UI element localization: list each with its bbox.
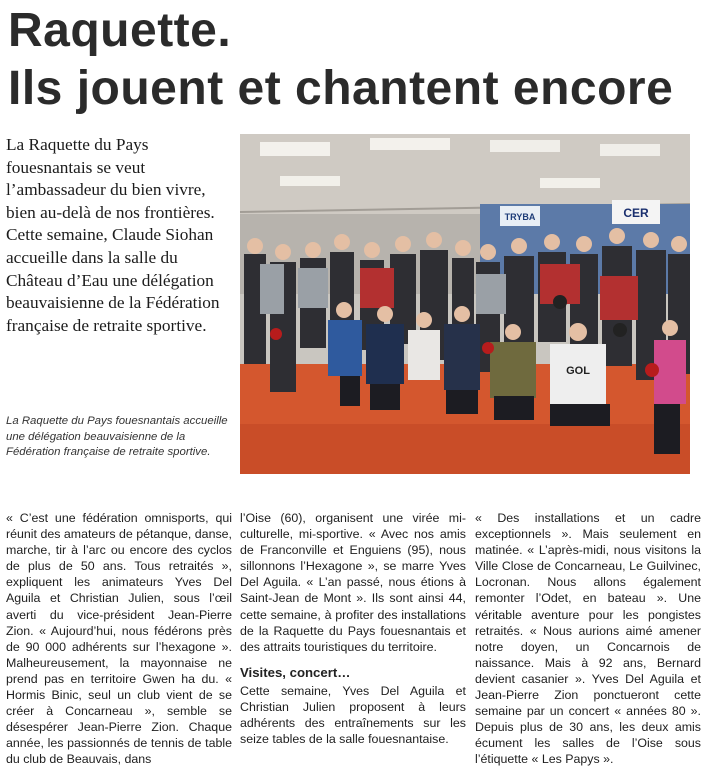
sign-tryba: TRYBA [504, 212, 536, 222]
group-photo-illustration [240, 134, 690, 474]
article-column-3 [475, 510, 701, 768]
photo-caption: La Raquette du Pays fouesnantais accueille une délégation beauvaisienne de la Fédération française de retraite sportive. [6, 415, 228, 458]
article-paragraph: « Des installations et un cadre exceptionnels ». Mais seulement en matinée. « L’après-midi, nous visitons la Ville Close de Concarneau, Le Guilvinec, Locronan. Nous allons également remonter l’Odet, en bateau ». Une véritable aventure pour les pongistes retraités. « Nous aurions aimé amener notre doyen, un Concarnois de naissance. Mais à 92 ans, Bernard devient casanier ». Yves Del Aguila et Jean-Pierre Zion ponctueront cette semaine par un concert « années 80 ». Depuis plus de 30 ans, les deux amis écument les salles de l’Oise sous l’étiquette « Les Papys ». [475, 511, 701, 767]
headline [8, 2, 698, 118]
article-paragraph: « C’est une fédération omnisports, qui réunit des amateurs de pétanque, danse, marche, tir à l’arc ou encore des cyclos de plus de 50 ans. Tous retraités », expliquent les animateurs Yves Del Aguila et Christian Julien, sous l’œil averti du vice-président Jean-Pierre Zion. « Aujourd’hui, nous fédérons près de 90 000 adhérents sur l’hexagone ». Malheureusement, la mayonnaise ne prend pas en territoire Gwen ha du. « Hormis Binic, seul un club vient de se créer à Concarneau », semble se désespérer Jean-Pierre Zion. Chaque année, les passionnés de tennis de table du club de Beauvais, dans [6, 511, 232, 767]
article-paragraph: l’Oise (60), organisent une virée mi-culturelle, mi-sportive. « Avec nos amis de Franconville et Enguiens (95), nous sillonnons l’Hexagone », se marre Yves Del Aguila. « L’an passé, nous étions à Saint-Jean de Mont ». Ils sont ainsi 44, cette semaine, à profiter des installations de la Raquette du Pays fouesnantais et des attraits touristiques du territoire. [240, 511, 466, 654]
section-heading: Visites, concert… [240, 664, 351, 680]
group-photo [240, 134, 690, 474]
article-column-1 [6, 510, 232, 768]
lede-paragraph: La Raquette du Pays fouesnantais se veut l’ambassadeur du bien vivre, bien au-delà de nos frontières. Cette semaine, Claude Siohan accueille dans la salle du Château d’Eau une délégation beauvaisienne de la Fédération française de retraite sportive. [6, 135, 220, 335]
article-paragraph: Cette semaine, Yves Del Aguila et Christian Julien proposent à leurs adhérents des entraînements sur les seize tables de la salle fouesnantaise. [240, 683, 466, 747]
shirt-text: GOL [566, 365, 590, 377]
article-column-2 [240, 510, 466, 747]
headline-line-2: Ils jouent et chantent encore [8, 62, 674, 115]
sign-cer: CER [623, 206, 649, 220]
headline-line-1: Raquette. [8, 4, 232, 57]
